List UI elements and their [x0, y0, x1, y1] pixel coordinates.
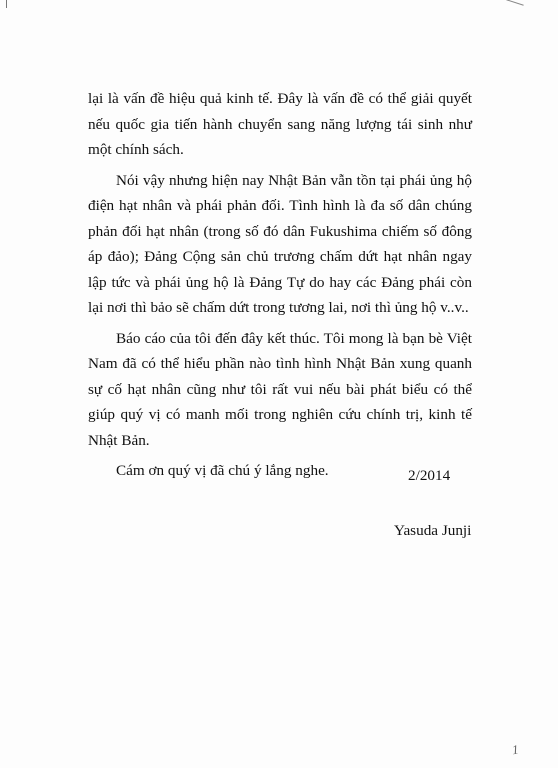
paragraph-continuation: lại là vấn đề hiệu quả kinh tế. Đây là vấn đề có thể giải quyết nếu quốc gia tiến hành chuyển sang năng lượng tái sinh như một chính sách. [88, 90, 472, 158]
body-text [88, 86, 472, 489]
scan-artifact-right [506, 0, 523, 6]
paragraph-nuclear-stance: Nói vậy nhưng hiện nay Nhật Bản vẫn tồn tại phái ủng hộ điện hạt nhân và phái phản đối. Tình hình là đa số dân chúng phản đối hạt nhân (trong số đó dân Fukushima chiếm số đông áp đảo); Đảng Cộng sản chủ trương chấm dứt hạt nhân ngay lập tức và phái ủng hộ là Đảng Tự do hay các Đảng phái còn lại nơi thì bảo sẽ chấm dứt trong tương lai, nơi thì ủng hộ v..v.. [88, 171, 472, 316]
author-name: Yasuda Junji [394, 522, 472, 539]
page-number-mark: 1 [510, 741, 520, 758]
document-date: 2/2014 [408, 467, 451, 484]
scan-artifact-left [6, 0, 7, 8]
paragraph-conclusion: Báo cáo của tôi đến đây kết thúc. Tôi mong là bạn bè Việt Nam đã có thể hiểu phần nào tình hình Nhật Bản xung quanh sự cố hạt nhân cũng như tôi rất vui nếu bài phát biểu có thể giúp quý vị có manh mối trong nghiên cứu chính trị, kinh tế Nhật Bản. [88, 329, 472, 449]
paragraph-thanks: Cám ơn quý vị đã chú ý lắng nghe. [116, 462, 329, 479]
